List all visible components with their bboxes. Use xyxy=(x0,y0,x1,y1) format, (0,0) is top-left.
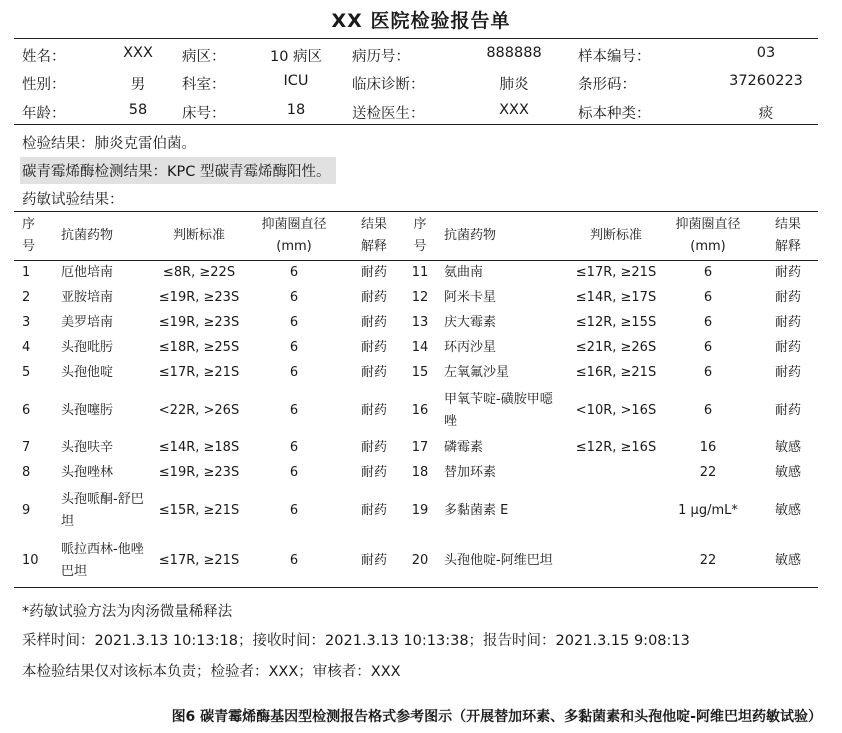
seq-cell: 15 xyxy=(411,365,429,380)
timestamps: 采样时间：2021.3.13 10:13:18；接收时间：2021.3.13 10:13:38；报告时间：2021.3.15 9:08:13 xyxy=(22,633,690,649)
drug-cell: 替加环素 xyxy=(444,465,497,480)
value-ward: 10 病区 xyxy=(269,49,323,65)
value-name: XXX xyxy=(123,45,153,61)
criteria-cell: ≤19R, ≥23S xyxy=(158,465,240,480)
top-rule xyxy=(14,38,818,39)
interpretation-cell: 敏感 xyxy=(774,553,801,569)
zone-cell: 6 xyxy=(289,315,299,330)
seq-cell: 3 xyxy=(22,315,31,330)
ast-heading: 药敏试验结果： xyxy=(22,192,124,208)
seq-cell: 11 xyxy=(411,265,429,281)
drug-cell: 左氧氟沙星 xyxy=(444,365,510,380)
criteria-cell: ≤17R, ≥21S xyxy=(158,365,240,380)
drug-cell: 多黏菌素 E xyxy=(444,502,509,518)
label-age: 年龄： xyxy=(22,106,66,122)
zone-cell: 6 xyxy=(289,440,299,455)
seq-cell: 10 xyxy=(22,553,39,569)
zone-cell: 6 xyxy=(703,402,713,418)
zone-cell: 6 xyxy=(289,365,299,380)
interpretation-cell: 耐药 xyxy=(360,502,387,518)
table-row xyxy=(14,486,818,536)
label-barcode: 条形码： xyxy=(578,77,636,93)
zone-cell: 16 xyxy=(699,440,717,455)
zone-cell: 6 xyxy=(289,465,299,480)
label-bed: 床号： xyxy=(182,106,226,122)
table-row xyxy=(14,386,818,436)
seq-cell: 9 xyxy=(22,502,31,518)
criteria-cell: <10R, >16S xyxy=(575,402,657,418)
criteria-cell: ≤19R, ≥23S xyxy=(158,315,240,330)
seq-cell: 2 xyxy=(22,290,31,305)
drug-cell: 头孢他啶 xyxy=(61,365,114,380)
drug-cell: 头孢他啶-阿维巴坦 xyxy=(444,553,553,569)
seq-cell: 20 xyxy=(411,553,429,569)
col-criteria-right: 判断标准 xyxy=(574,212,658,261)
label-doctor: 送检医生： xyxy=(352,106,425,122)
zone-cell: 6 xyxy=(289,340,299,355)
seq-cell: 19 xyxy=(411,502,429,518)
drug-cell: 磷霉素 xyxy=(444,440,484,455)
info-bottom-rule xyxy=(14,124,818,125)
criteria-cell: ≤15R, ≥21S xyxy=(158,502,240,518)
carbapenemase-result: 碳青霉烯酶检测结果：KPC 型碳青霉烯酶阳性。 xyxy=(20,157,336,184)
criteria-cell: ≤21R, ≥26S xyxy=(575,340,657,355)
col-zone-right: 抑菌圈直径 (mm) xyxy=(658,212,758,261)
value-department: ICU xyxy=(283,73,309,89)
col-interpretation-right: 结果 解释 xyxy=(758,212,818,261)
zone-cell: 6 xyxy=(289,290,299,305)
label-ward: 病区： xyxy=(182,49,226,65)
zone-cell: 6 xyxy=(703,265,713,281)
zone-cell: 6 xyxy=(703,340,713,355)
interpretation-cell: 耐药 xyxy=(360,402,387,418)
interpretation-cell: 耐药 xyxy=(360,265,387,281)
drug-cell: 头孢噻肟 xyxy=(61,402,114,418)
table-row xyxy=(14,361,818,386)
seq-cell: 5 xyxy=(22,365,31,380)
interpretation-cell: 耐药 xyxy=(774,265,801,281)
criteria-cell: ≤14R, ≥18S xyxy=(158,440,240,455)
interpretation-cell: 耐药 xyxy=(360,553,387,569)
culture-result: 检验结果：肺炎克雷伯菌。 xyxy=(22,136,196,152)
criteria-cell: ≤14R, ≥17S xyxy=(575,290,657,305)
label-name: 姓名： xyxy=(22,49,66,65)
seq-cell: 12 xyxy=(411,290,429,305)
col-drug-right: 抗菌药物 xyxy=(436,212,574,261)
criteria-cell: ≤17R, ≥21S xyxy=(158,553,240,569)
criteria-cell: ≤8R, ≥22S xyxy=(162,265,236,281)
seq-cell: 1 xyxy=(22,265,31,281)
drug-cell: 头孢哌酮-舒巴坦 xyxy=(61,491,144,529)
drug-cell: 头孢呋辛 xyxy=(61,440,114,455)
seq-cell: 16 xyxy=(411,402,429,418)
interpretation-cell: 耐药 xyxy=(360,440,387,455)
value-specimen-type: 痰 xyxy=(758,106,774,122)
criteria-cell: ≤17R, ≥21S xyxy=(575,265,657,281)
table-row xyxy=(14,261,818,286)
value-diagnosis: 肺炎 xyxy=(499,77,529,93)
zone-cell: 6 xyxy=(289,502,299,518)
label-sample-no: 样本编号： xyxy=(578,49,651,65)
interpretation-cell: 敏感 xyxy=(774,502,801,518)
col-zone: 抑菌圈直径 (mm) xyxy=(244,212,344,261)
zone-cell: 1 μg/mL* xyxy=(678,502,738,518)
label-department: 科室： xyxy=(182,77,226,93)
col-seq-right: 序 号 xyxy=(404,212,436,261)
drug-cell: 头孢吡肟 xyxy=(61,340,114,355)
table-row xyxy=(14,536,818,588)
zone-cell: 6 xyxy=(703,365,713,380)
zone-cell: 6 xyxy=(289,553,299,569)
drug-cell: 美罗培南 xyxy=(61,315,114,330)
col-interpretation: 结果 解释 xyxy=(344,212,404,261)
drug-cell: 亚胺培南 xyxy=(61,290,114,305)
table-row xyxy=(14,336,818,361)
interpretation-cell: 耐药 xyxy=(774,315,801,330)
criteria-cell: ≤19R, ≥23S xyxy=(158,290,240,305)
interpretation-cell: 耐药 xyxy=(774,402,801,418)
table-row xyxy=(14,461,818,486)
col-criteria: 判断标准 xyxy=(154,212,244,261)
value-bed: 18 xyxy=(286,102,306,118)
criteria-cell xyxy=(574,486,658,536)
criteria-cell xyxy=(574,536,658,588)
zone-cell: 6 xyxy=(703,290,713,305)
interpretation-cell: 敏感 xyxy=(774,465,801,480)
value-barcode: 37260223 xyxy=(729,73,803,89)
figure-caption: 图6 碳青霉烯酶基因型检测报告格式参考图示（开展替加环素、多黏菌素和头孢他啶-阿维巴坦药敏试验） xyxy=(171,709,822,725)
seq-cell: 18 xyxy=(411,465,429,480)
drug-cell: 环丙沙星 xyxy=(444,340,497,355)
interpretation-cell: 耐药 xyxy=(774,365,801,380)
zone-cell: 22 xyxy=(699,553,717,569)
drug-cell: 氨曲南 xyxy=(444,265,484,281)
value-doctor: XXX xyxy=(499,102,529,118)
interpretation-cell: 敏感 xyxy=(774,440,801,455)
drug-cell: 阿米卡星 xyxy=(444,290,497,305)
value-sex: 男 xyxy=(130,77,146,93)
criteria-cell: ≤12R, ≥16S xyxy=(575,440,657,455)
drug-cell: 厄他培南 xyxy=(61,265,114,281)
table-row xyxy=(14,311,818,336)
report-title: XX 医院检验报告单 xyxy=(331,10,511,32)
seq-cell: 17 xyxy=(411,440,429,455)
zone-cell: 6 xyxy=(289,402,299,418)
criteria-cell xyxy=(574,461,658,486)
criteria-cell: ≤18R, ≥25S xyxy=(158,340,240,355)
drug-cell: 头孢唑林 xyxy=(61,465,114,480)
seq-cell: 14 xyxy=(411,340,429,355)
col-drug: 抗菌药物 xyxy=(49,212,154,261)
seq-cell: 4 xyxy=(22,340,31,355)
ast-table xyxy=(14,212,818,588)
interpretation-cell: 耐药 xyxy=(360,290,387,305)
table-row xyxy=(14,436,818,461)
drug-cell: 庆大霉素 xyxy=(444,315,497,330)
interpretation-cell: 耐药 xyxy=(360,365,387,380)
label-specimen-type: 标本种类： xyxy=(578,106,651,122)
value-age: 58 xyxy=(128,102,148,118)
criteria-cell: <22R, >26S xyxy=(158,402,240,418)
seq-cell: 8 xyxy=(22,465,31,480)
value-sample-no: 03 xyxy=(756,45,776,61)
criteria-cell: ≤12R, ≥15S xyxy=(575,315,657,330)
zone-cell: 6 xyxy=(703,315,713,330)
criteria-cell: ≤16R, ≥21S xyxy=(575,365,657,380)
label-sex: 性别： xyxy=(22,77,66,93)
seq-cell: 6 xyxy=(22,402,31,418)
interpretation-cell: 耐药 xyxy=(774,290,801,305)
zone-cell: 6 xyxy=(289,265,299,281)
drug-cell: 甲氧苄啶-磺胺甲噁唑 xyxy=(444,391,553,429)
interpretation-cell: 耐药 xyxy=(360,465,387,480)
drug-cell: 哌拉西林-他唑巴坦 xyxy=(61,542,144,580)
table-header-row xyxy=(14,212,818,261)
table-row xyxy=(14,286,818,311)
interpretation-cell: 耐药 xyxy=(360,340,387,355)
label-record-no: 病历号： xyxy=(352,49,410,65)
footnote: *药敏试验方法为肉汤微量稀释法 xyxy=(22,604,233,620)
responsibility-statement: 本检验结果仅对该标本负责；检验者：XXX；审核者：XXX xyxy=(22,664,401,680)
seq-cell: 13 xyxy=(411,315,429,330)
zone-cell: 22 xyxy=(699,465,717,480)
seq-cell: 7 xyxy=(22,440,31,455)
label-diagnosis: 临床诊断： xyxy=(352,77,425,93)
interpretation-cell: 耐药 xyxy=(774,340,801,355)
interpretation-cell: 耐药 xyxy=(360,315,387,330)
col-seq: 序 号 xyxy=(14,212,49,261)
value-record-no: 888888 xyxy=(486,45,542,61)
